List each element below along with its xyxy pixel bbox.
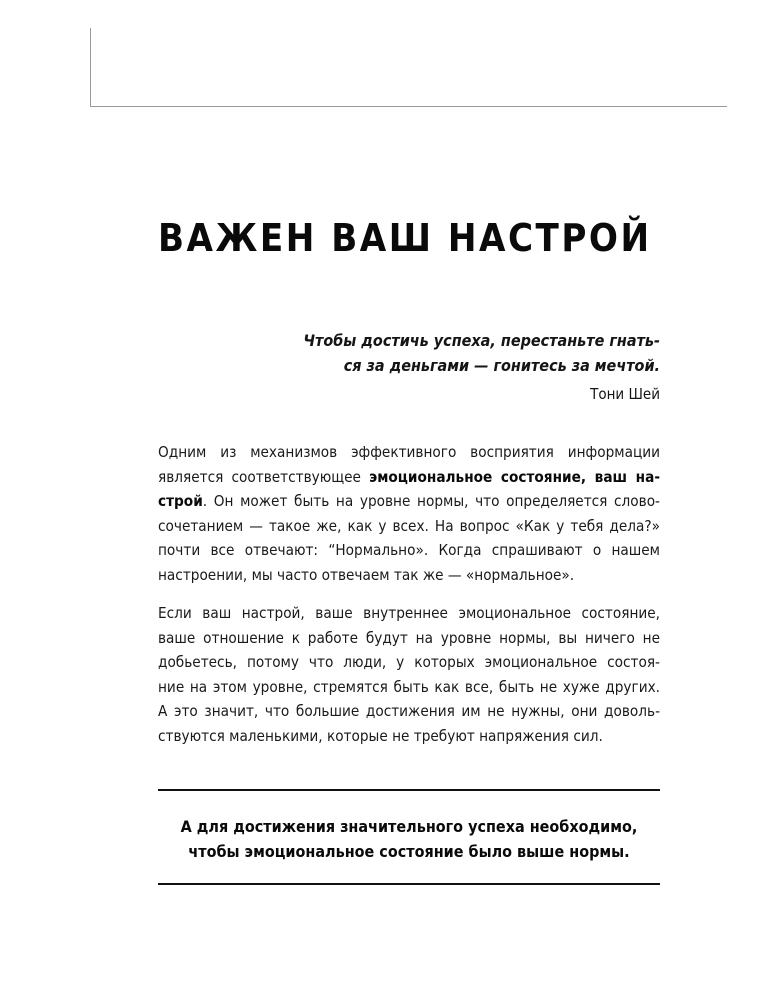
paragraph-line: Одним из механизмов эффективного восприятия информации	[158, 443, 660, 461]
body-paragraph-1	[158, 440, 660, 588]
paragraph-line: добьетесь, потому что люди, у которых эмоциональное состоя-	[158, 653, 660, 672]
paragraph-text: является соответствующее	[158, 467, 370, 486]
paragraph-line: настроении, мы часто отвечаем так же — «нормальное».	[158, 565, 575, 584]
callout-rule-bottom	[158, 883, 660, 885]
body-paragraph-2	[158, 601, 660, 749]
paragraph-line	[158, 465, 660, 490]
paragraph-line: ствуются маленькими, которые не требуют напряжения сил.	[158, 726, 603, 745]
paragraph-line: А это значит, что большие достижения им не нужны, они доволь-	[158, 702, 660, 721]
callout-line: чтобы эмоциональное состояние было выше нормы.	[188, 842, 630, 861]
paragraph-line: ние на этом уровне, стремятся быть как все, быть не хуже других.	[158, 677, 660, 696]
emphasis-text: строй	[158, 492, 203, 511]
paragraph-text: . Он может быть на уровне нормы, что определяется слово-	[202, 492, 660, 511]
crop-mark-horizontal	[90, 106, 727, 107]
epigraph-line: ся за деньгами — гонитесь за мечтой.	[343, 356, 660, 375]
emphasis-text: эмоциональное состояние, ваш на-	[369, 467, 661, 486]
paragraph-line: Если ваш настрой, ваше внутреннее эмоциональное состояние,	[158, 604, 660, 622]
callout-rule-top	[158, 789, 660, 791]
callout-text	[158, 814, 660, 864]
crop-mark-vertical	[90, 28, 91, 107]
epigraph-line: Чтобы достичь успеха, перестаньте гнать-	[303, 331, 660, 350]
chapter-title: ВАЖЕН ВАШ НАСТРОЙ	[158, 216, 652, 260]
epigraph-author: Тони Шей	[590, 385, 660, 403]
paragraph-line: ваше отношение к работе будут на уровне нормы, вы ничего не	[158, 628, 660, 647]
paragraph-line: почти все отвечают: “Нормально». Когда спрашивают о нашем	[158, 541, 660, 560]
paragraph-line: сочетанием — такое же, как у всех. На вопрос «Как у тебя дела?»	[158, 516, 660, 535]
callout-line: А для достижения значительного успеха необходимо,	[180, 817, 638, 836]
epigraph-quote	[290, 328, 660, 378]
paragraph-line	[158, 489, 660, 514]
